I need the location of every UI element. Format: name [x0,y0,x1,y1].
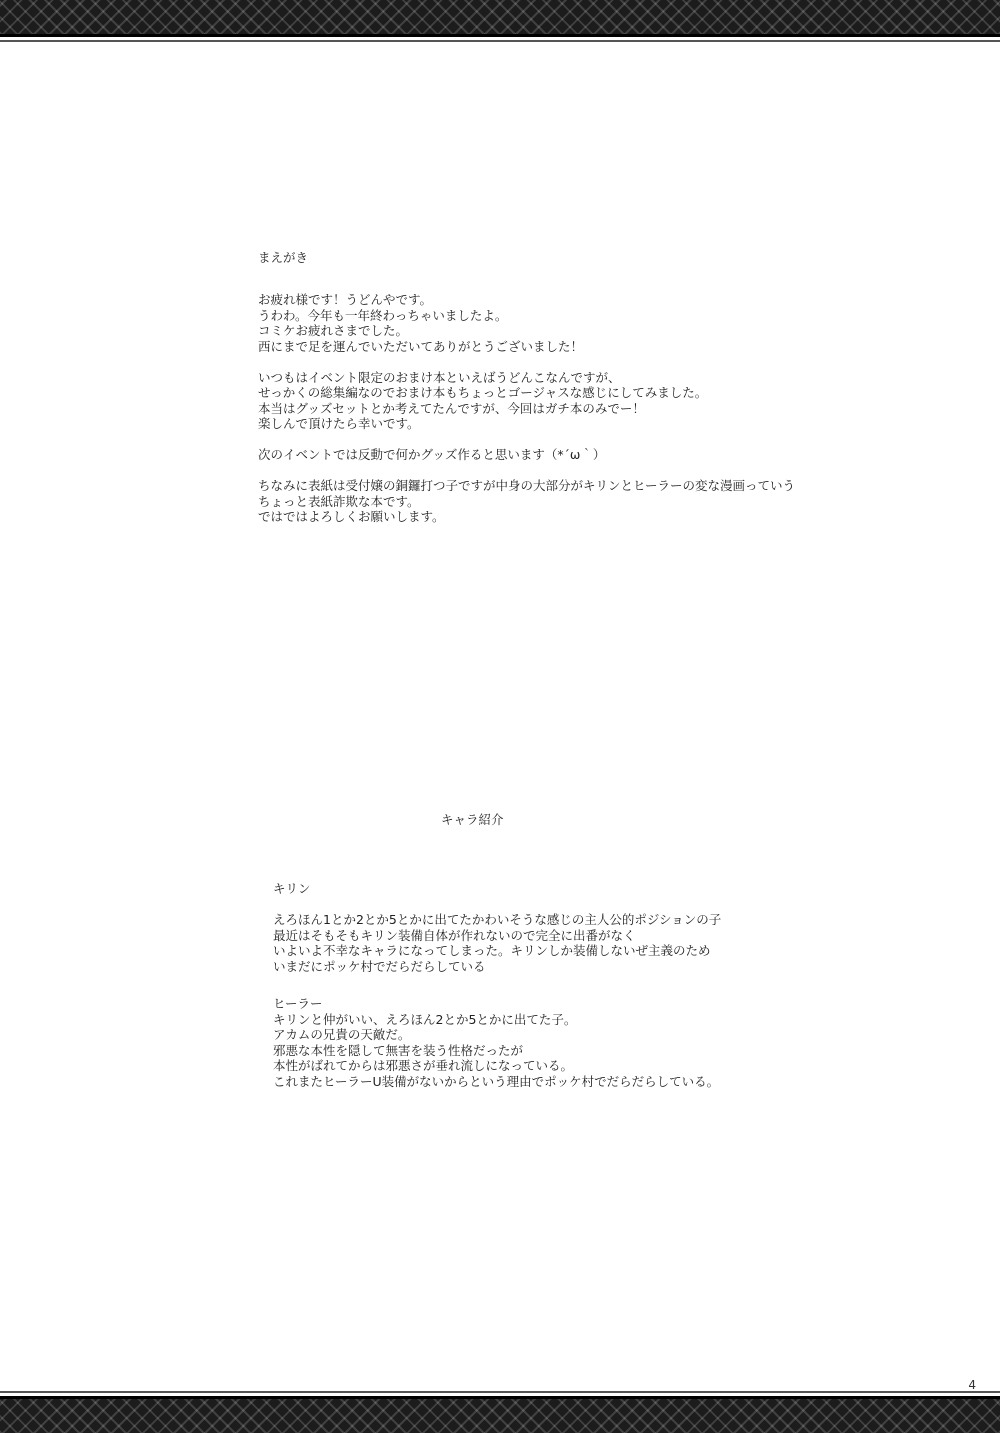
healer-desc-line: 邪悪な本性を隠して無害を装う性格だったが [273,1042,524,1058]
paragraph-gap [258,354,795,370]
bottom-decorative-border [0,1396,1000,1433]
maegaki-line: ちょっと表紙詐欺な本です。 [258,493,420,509]
kirin-desc-line: えろほん1とか2とか5とかに出てたかわいそうな感じの主人公的ポジションの子 [273,912,722,927]
kirin-name: キリン [273,881,311,896]
maegaki-line: いつもはイベント限定のおまけ本といえばうどんこなんですが、 [258,369,621,385]
maegaki-line: 西にまで足を運んでいただいてありがとうございました！ [258,338,584,354]
maegaki-line: 本当はグッズセットとか考えてたんですが、今回はガチ本のみでー！ [258,400,645,416]
maegaki-line: 次のイベントでは反動で何かグッズ作ると思います（*´ω｀） [258,447,606,462]
paragraph-gap [273,897,721,913]
maegaki-line: せっかくの総集編なのでおまけ本もちょっとゴージャスな感じにしてみました。 [258,385,708,400]
maegaki-line: 楽しんで頂けたら幸いです。 [258,416,420,431]
maegaki-line: ではではよろしくお願いします。 [258,509,445,524]
healer-desc-line: キリンと仲がいい、えろほん2とか5とかに出てた子。 [273,1011,577,1027]
page-number: 4 [968,1378,976,1392]
top-decorative-border [0,0,1000,37]
healer-name: ヒーラー [273,996,323,1011]
maegaki-line: コミケお疲れさまでした。 [258,323,409,338]
chara-intro-heading: キャラ紹介 [441,812,504,827]
maegaki-heading: まえがき [258,250,309,265]
paragraph-gap [258,432,795,448]
healer-desc-line: これまたヒーラーU装備がないからという理由でポッケ村でだらだらしている。 [273,1073,720,1089]
paragraph-gap [258,463,795,479]
healer-profile [273,996,719,1089]
maegaki-line: うわわ。今年も一年終わっちゃいましたよ。 [258,307,508,323]
maegaki-body [258,292,795,525]
healer-desc-line: 本性がばれてからは邪悪さが垂れ流しになっている。 [273,1058,574,1073]
maegaki-line: ちなみに表紙は受付嬢の銅鑼打つ子ですが中身の大部分がキリンとヒーラーの変な漫画っていう [258,478,796,493]
kirin-desc-line: いまだにポッケ村でだらだらしている [273,958,486,974]
kirin-desc-line: 最近はそもそもキリン装備自体が作れないので完全に出番がなく [273,927,636,943]
healer-desc-line: アカムの兄貴の天敵だ。 [273,1027,411,1042]
maegaki-line: お疲れ様です！うどんやです。 [258,292,433,307]
kirin-profile [273,881,721,974]
kirin-desc-line: いよいよ不幸なキャラになってしまった。キリンしか装備しないぜ主義のため [273,943,711,958]
